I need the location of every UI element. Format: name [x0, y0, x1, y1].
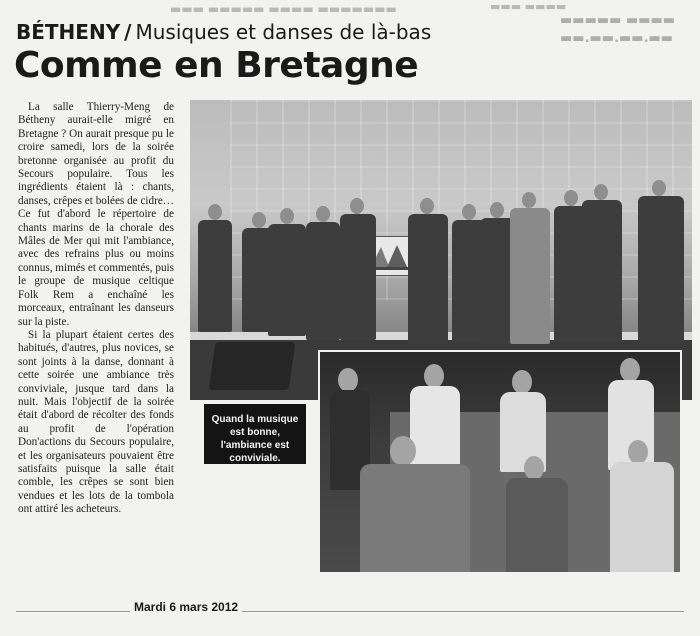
speaker-cabinet	[209, 342, 296, 390]
article-body	[18, 101, 174, 517]
bleed-fragment: ▬▬.▬▬.▬▬.▬▬	[560, 31, 674, 46]
kicker-subject: Musiques et danses de là-bas	[135, 20, 432, 44]
article-paragraph: Si la plupart étaient certes des habitués, d'autres, plus novices, se sont joints à la danse, donnant à cette soirée une ambiance très conviviale, jusque tard dans la nuit. Mais l'objectif de la soirée était d'abord de récolter des fonds au profit de l'opération Don'actions du Secours populaire, et les organisateurs pouvaient être satisfaits puisque la salle était comble, les crêpes se sont bien vendues et les lots de la tombola ont attiré les acheteurs.	[18, 328, 174, 516]
dance-photo	[318, 350, 682, 574]
bleed-fragment: ▬▬▬ ▬▬▬▬	[490, 0, 567, 13]
bleed-fragment: ▬▬▬▬▬ ▬▬▬▬	[560, 13, 676, 28]
kicker-separator: /	[124, 20, 132, 44]
footer-rule	[16, 611, 684, 612]
bleed-fragment: ▬▬▬ ▬▬▬▬▬ ▬▬▬▬ ▬▬▬▬▬▬▬	[170, 2, 397, 16]
footer-date: Mardi 6 mars 2012	[130, 600, 242, 614]
photo-caption: Quand la musique est bonne, l'ambiance est conviviale.	[204, 404, 306, 464]
article-paragraph: La salle Thierry-Meng de Bétheny aurait-elle migré en Bretagne ? On aurait presque pu le croire samedi, lors de la soirée bretonne organisée au profit du Secours populaire. Tous les ingrédients étaient là : chants, danses, crêpes et bolées de cidre… Ce fut d'abord le répertoire de chants marins de la chorale des Mâles de Mer qui mit l'ambiance, avec des refrains plus ou moins connus, mimés et commentés, puis le groupe de musique celtique Folk Rem a enchaîné les morceaux, entraînant les danseurs sur la piste.	[18, 101, 174, 328]
kicker	[16, 20, 431, 44]
kicker-town: BÉTHENY	[16, 20, 121, 44]
headline: Comme en Bretagne	[14, 45, 419, 86]
